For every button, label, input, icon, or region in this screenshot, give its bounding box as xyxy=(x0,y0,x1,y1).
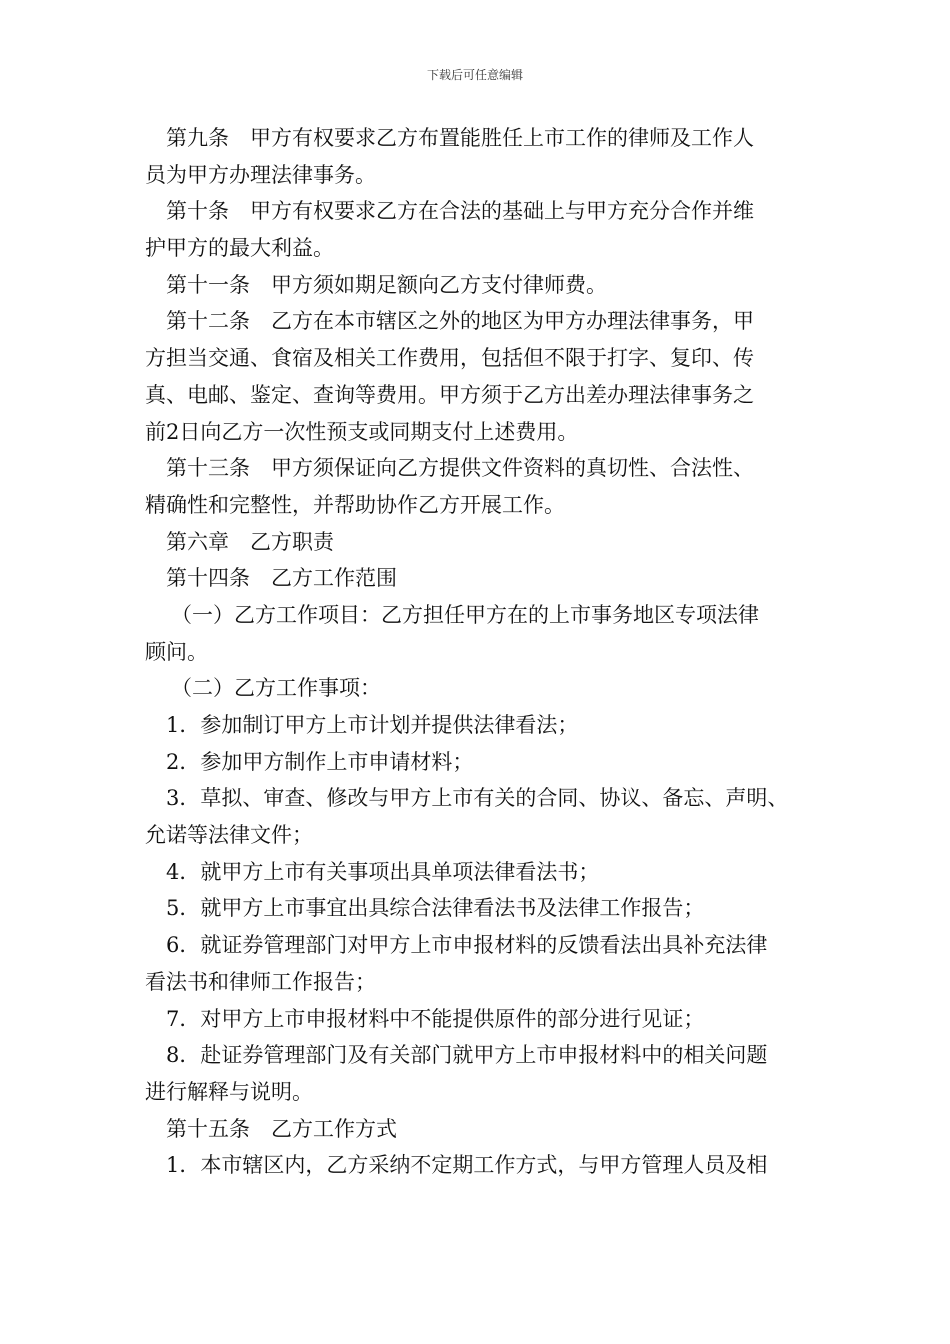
list-item: 8．赴证券管理部门及有关部门就甲方上市申报材料中的相关问题 xyxy=(166,1043,768,1068)
paragraph-line: 第十条 甲方有权要求乙方在合法的基础上与甲方充分合作并维 xyxy=(166,199,754,224)
paragraph-line: 第九条 甲方有权要求乙方布置能胜任上市工作的律师及工作人 xyxy=(166,126,754,150)
paragraph-line: 真、电邮、鉴定、查询等费用。甲方须于乙方出差办理法律事务之 xyxy=(145,382,754,407)
chapter-heading: 第六章 乙方职责 xyxy=(166,529,334,554)
list-item: 1．本市辖区内，乙方采纳不定期工作方式，与甲方管理人员及相 xyxy=(166,1153,768,1178)
list-item: 2．参加甲方制作上市申请材料； xyxy=(166,749,474,774)
paragraph-line: 第十三条 甲方须保证向乙方提供文件资料的真切性、合法性、 xyxy=(166,456,754,481)
list-item: 6．就证券管理部门对甲方上市申报材料的反馈看法出具补充法律 xyxy=(166,933,768,958)
list-item: 看法书和律师工作报告； xyxy=(145,969,376,994)
paragraph-line: 第十五条 乙方工作方式 xyxy=(166,1116,397,1141)
document-body xyxy=(145,120,810,1184)
paragraph-line: 顾问。 xyxy=(145,639,208,664)
list-item: 进行解释与说明。 xyxy=(145,1079,313,1104)
paragraph-line: 前2日向乙方一次性预支或同期支付上述费用。 xyxy=(145,419,579,444)
list-item: 允诺等法律文件； xyxy=(145,823,313,848)
paragraph-line: 护甲方的最大利益。 xyxy=(145,236,334,261)
list-item: 1．参加制订甲方上市计划并提供法律看法； xyxy=(166,713,579,737)
paragraph-line: （一）乙方工作项目：乙方担任甲方在的上市事务地区专项法律 xyxy=(171,602,759,627)
list-item: 5．就甲方上市事宜出具综合法律看法书及法律工作报告； xyxy=(166,896,705,921)
paragraph-line: 第十四条 乙方工作范围 xyxy=(166,566,397,591)
list-item: 4．就甲方上市有关事项出具单项法律看法书； xyxy=(166,859,600,884)
paragraph-line: （二）乙方工作事项： xyxy=(171,676,381,701)
paragraph-line: 第十二条 乙方在本市辖区之外的地区为甲方办理法律事务，甲 xyxy=(166,309,754,334)
paragraph-line: 第十一条 甲方须如期足额向乙方支付律师费。 xyxy=(166,272,607,297)
paragraph-line: 精确性和完整性，并帮助协作乙方开展工作。 xyxy=(145,492,565,517)
list-item: 3．草拟、审查、修改与甲方上市有关的合同、协议、备忘、声明、 xyxy=(166,786,789,811)
page-header: 下载后可任意编辑 xyxy=(426,68,523,82)
list-item: 7．对甲方上市申报材料中不能提供原件的部分进行见证； xyxy=(166,1006,705,1031)
paragraph-line: 员为甲方办理法律事务。 xyxy=(145,162,376,187)
paragraph-line: 方担当交通、食宿及相关工作费用，包括但不限于打字、复印、传 xyxy=(145,346,754,371)
